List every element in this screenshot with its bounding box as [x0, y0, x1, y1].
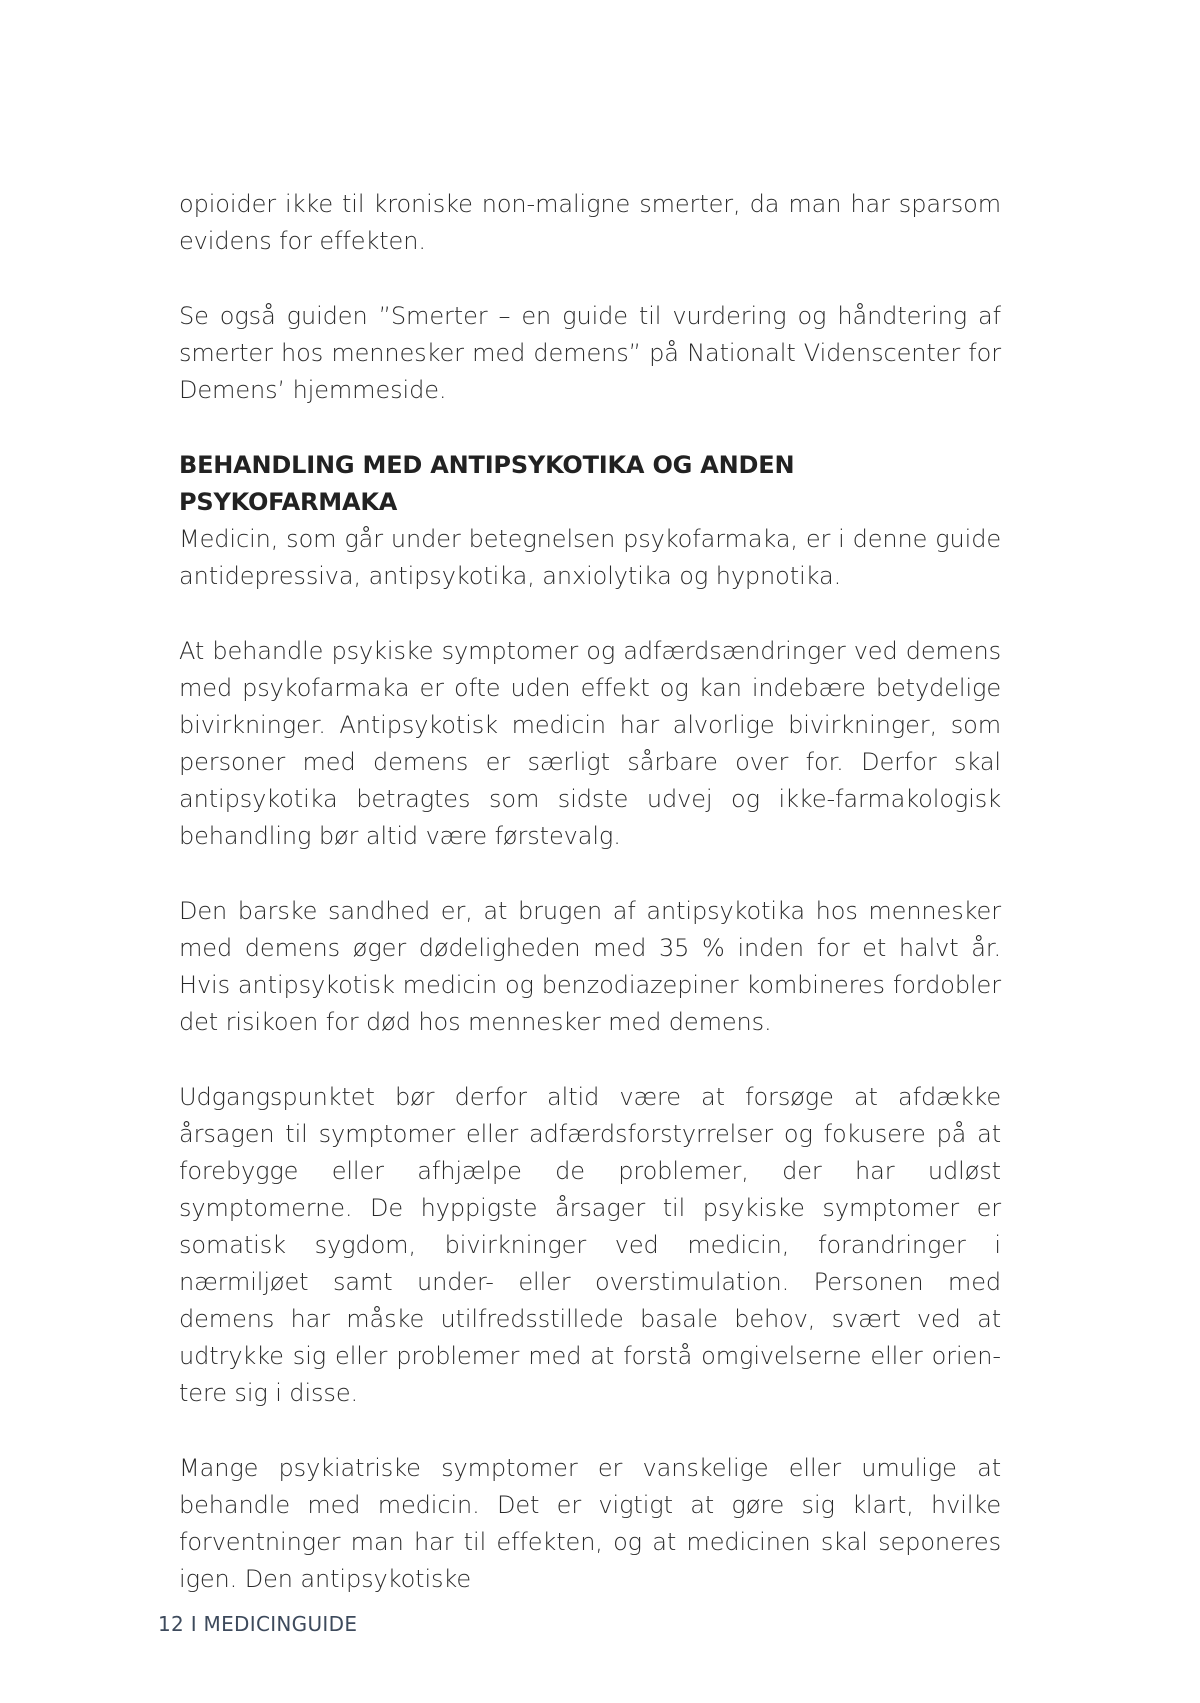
paragraph: Den barske sandhed er, at brugen af antipsykotika hos mennesker med demens øger dødeligheden med 35 % inden for et halvt år. Hvis antipsykotisk medicin og benzodiazepiner kombineres fordobler det risikoen for død hos mennesker med demens.: [179, 897, 1001, 1036]
paragraph: Medicin, som går under betegnelsen psykofarmaka, er i denne guide antidepressiva, antipsykotika, anxiolytika og hypnotika.: [179, 525, 1001, 590]
paragraph: opioider ikke til kroniske non-maligne smerter, da man har sparsom evidens for effekten.: [179, 190, 1001, 255]
page-footer: 12 I MEDICINGUIDE: [158, 1612, 358, 1636]
section-heading: BEHANDLING MED ANTIPSYKOTIKA OG ANDEN PSYKOFARMAKA: [179, 451, 795, 516]
paragraph: At behandle psykiske symptomer og adfærdsændringer ved demens med psykofarmaka er ofte uden effekt og kan indebære betydelige bivirkninger. Antipsykotisk medicin har alvorlige bivirkninger, som personer med demens er særligt sårbare over for. Derfor skal antipsykotika betragtes som sidste udvej og ikke-farmakologisk behandling bør altid være førstevalg.: [179, 637, 1001, 850]
paragraph: Se også guiden ”Smerter – en guide til vurdering og håndtering af smerter hos mennesker med demens” på Nationalt Videnscenter for Demens’ hjemmeside.: [179, 302, 1001, 404]
page-content: [179, 186, 1001, 1636]
paragraph: Mange psykiatriske symptomer er vanskelige eller umulige at behandle med medicin. Det er vigtigt at gøre sig klart, hvilke forventninger man har til effekten, og at medicinen skal seponeres igen. Den antipsykotiske: [179, 1454, 1001, 1593]
paragraph: Udgangspunktet bør derfor altid være at forsøge at afdække årsagen til symptomer eller adfærdsforstyrrelser og fokusere på at forebygge eller afhjælpe de problemer, der har udløst symptomerne. De hyppigste årsager til psykiske symptomer er somatisk sygdom, bivirkninger ved medicin, forandringer i nærmiljøet samt under- eller overstimulation. Personen med demens har måske utilfredsstillede basale behov, svært ved at udtrykke sig eller problemer med at forstå omgivelserne eller orientere sig i disse.: [179, 1083, 1001, 1407]
